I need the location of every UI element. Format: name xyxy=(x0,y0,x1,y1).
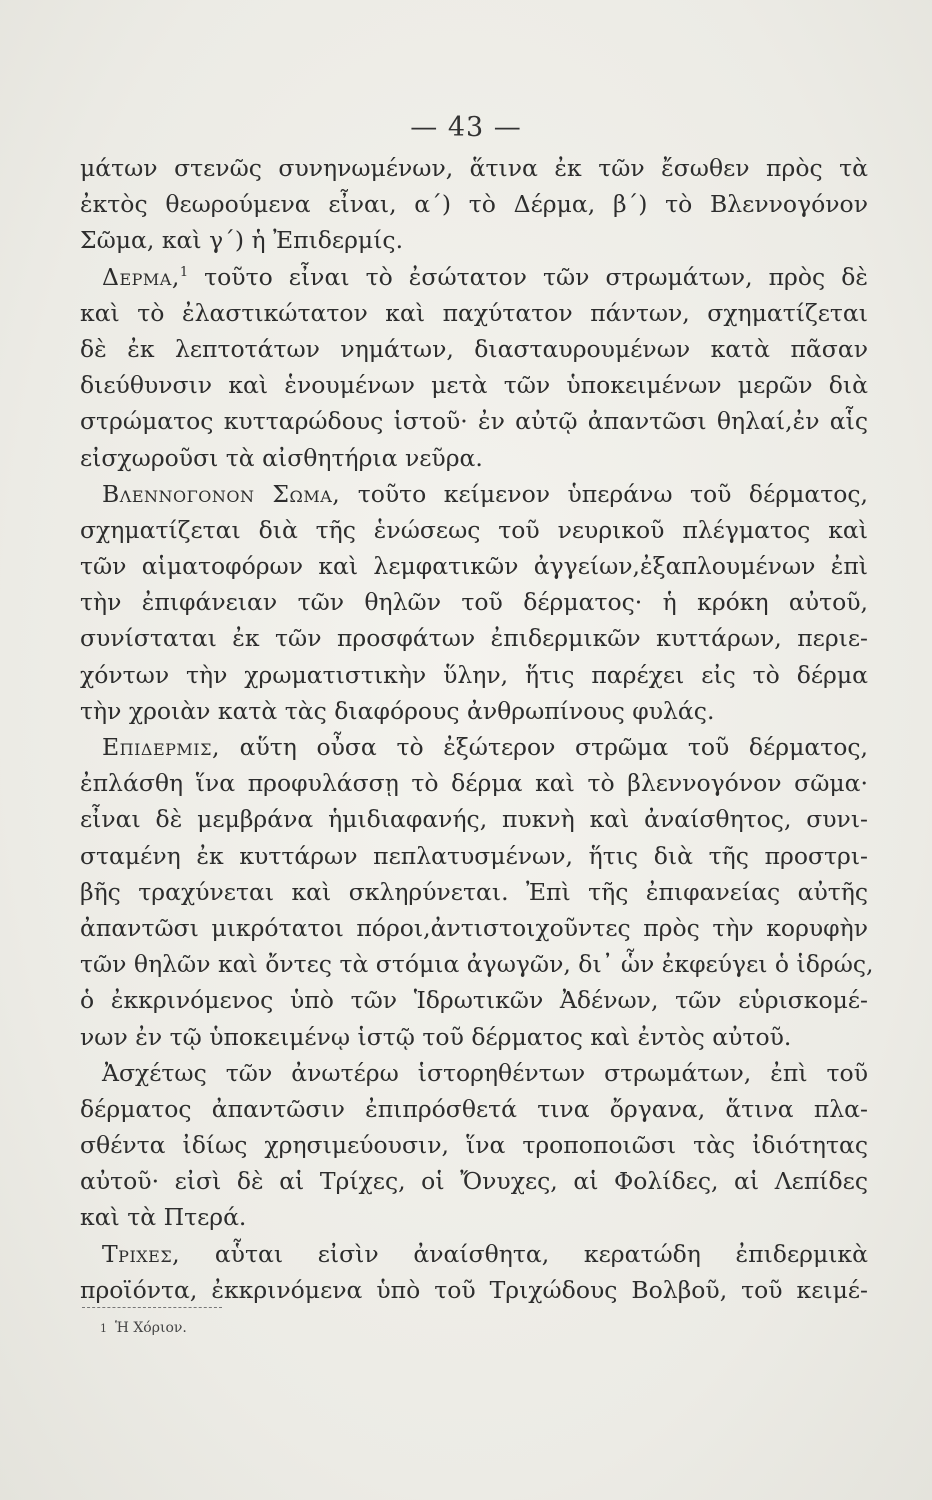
text-line xyxy=(80,259,868,295)
text-line xyxy=(80,765,868,801)
line-text: τὴν ἐπιφάνειαν τῶν θηλῶν τοῦ δέρματος· ἡ κρόκη αὐτοῦ, xyxy=(80,588,868,617)
text-line xyxy=(80,1163,868,1199)
text-line xyxy=(80,874,868,910)
text-line xyxy=(80,1236,868,1272)
text-line xyxy=(80,476,868,512)
text-line xyxy=(80,910,868,946)
line-text: σχηματίζεται διὰ τῆς ἑνώσεως τοῦ νευρικοῦ πλέγματος καὶ xyxy=(80,515,868,544)
text-line xyxy=(80,1127,868,1163)
text-line xyxy=(80,150,868,186)
section-heading: Τριχες, xyxy=(102,1239,181,1268)
line-text: Σῶμα, καὶ γ΄) ἡ Ἐπιδερμίς. xyxy=(80,226,404,255)
footnote-text: Ἡ Χόριον. xyxy=(115,1320,187,1336)
text-line xyxy=(80,801,868,837)
line-text: σθέντα ἰδίως χρησιμεύουσιν, ἵνα τροποποιῶσι τὰς ἰδιότητας xyxy=(80,1131,868,1160)
line-text: μάτων στενῶς συνηνωμένων, ἅτινα ἐκ τῶν ἔσωθεν πρὸς τὰ xyxy=(80,154,868,182)
line-text: καὶ τὰ Πτερά. xyxy=(80,1203,247,1232)
line-text: στρώματος κυτταρώδους ἱστοῦ· ἐν αὐτῷ ἀπαντῶσι θηλαί,ἐν αἷς xyxy=(80,407,868,436)
text-line xyxy=(80,982,868,1018)
footnote-mark: 1 xyxy=(100,1322,107,1335)
text-line xyxy=(80,548,868,584)
line-text: ἐπλάσθη ἵνα προφυλάσσῃ τὸ δέρμα καὶ τὸ βλεννογόνον σῶμα· xyxy=(80,769,868,798)
section-heading: Επιδερμις, xyxy=(102,733,220,761)
page-number: — 43 — xyxy=(410,112,522,143)
text-line xyxy=(80,1199,868,1235)
text-line xyxy=(80,186,868,222)
line-text: τῶν αἱματοφόρων καὶ λεμφατικῶν ἀγγείων,ἐξαπλουμένων ἐπὶ xyxy=(80,552,868,581)
text-line xyxy=(80,946,874,982)
text-line xyxy=(80,1272,868,1308)
line-text: εἶναι δὲ μεμβράνα ἡμιδιαφανής, πυκνὴ καὶ ἀναίσθητος, συνι- xyxy=(80,805,868,834)
text-line xyxy=(80,838,868,874)
line-text: συνίσταται ἐκ τῶν προσφάτων ἐπιδερμικῶν κυττάρων, περιε- xyxy=(80,624,868,653)
line-text: αὗται εἰσὶν ἀναίσθητα, κερατώδη ἐπιδερμικὰ xyxy=(180,1239,868,1268)
text-line xyxy=(80,1091,868,1127)
text-line xyxy=(80,440,868,476)
line-text: σταμένη ἐκ κυττάρων πεπλατυσμένων, ἥτις διὰ τῆς προστρι- xyxy=(80,841,868,870)
line-text: ἀπαντῶσι μικρότατοι πόροι,ἀντιστοιχοῦντες πρὸς τὴν κορυφὴν xyxy=(80,913,868,942)
line-text: διεύθυνσιν καὶ ἑνουμένων μετὰ τῶν ὑποκειμένων μερῶν διὰ xyxy=(80,371,868,400)
line-text: εἰσχωροῦσι τὰ αἰσθητήρια νεῦρα. xyxy=(80,443,483,472)
body-text xyxy=(80,150,874,1308)
line-text: χόντων τὴν χρωματιστικὴν ὕλην, ἥτις παρέχει εἰς τὸ δέρμα xyxy=(80,660,868,689)
line-text: δὲ ἐκ λεπτοτάτων νημάτων, διασταυρουμένων κατὰ πᾶσαν xyxy=(80,334,868,363)
text-line xyxy=(80,222,868,258)
line-text: τοῦτο εἶναι τὸ ἐσώτατον τῶν στρωμάτων, πρὸς δὲ xyxy=(188,262,868,291)
section-heading: Βλεννογονον Σωμα, xyxy=(102,479,341,508)
line-text: Ἀσχέτως τῶν ἀνωτέρω ἱστορηθέντων στρωμάτων, ἐπὶ τοῦ xyxy=(102,1058,868,1087)
text-line xyxy=(80,1019,868,1055)
section-heading: Δερμα, xyxy=(102,262,180,291)
text-line xyxy=(80,1055,868,1091)
line-text: νων ἐν τῷ ὑποκειμένῳ ἱστῷ τοῦ δέρματος καὶ ἐντὸς αὐτοῦ. xyxy=(80,1022,792,1051)
footnote xyxy=(100,1320,187,1336)
line-text: δέρματος ἀπαντῶσιν ἐπιπρόσθετά τινα ὄργανα, ἅτινα πλα- xyxy=(80,1094,868,1123)
line-text: καὶ τὸ ἐλαστικώτατον καὶ παχύτατον πάντων, σχηματίζεται xyxy=(80,298,868,327)
text-line xyxy=(80,584,868,620)
line-text: τοῦτο κείμενον ὑπεράνω τοῦ δέρματος, xyxy=(340,479,868,508)
line-text: τῶν θηλῶν καὶ ὄντες τὰ στόμια ἀγωγῶν, δι᾽ ὧν ἐκφεύγει ὁ ἱδρώς, xyxy=(80,950,874,979)
text-line xyxy=(80,512,868,548)
text-line xyxy=(80,657,868,693)
line-text: αὕτη οὖσα τὸ ἐξώτερον στρῶμα τοῦ δέρματος, xyxy=(219,733,868,761)
text-line xyxy=(80,693,868,729)
line-text: ὁ ἐκκρινόμενος ὑπὸ τῶν Ἱδρωτικῶν Ἀδένων, τῶν εὑρισκομέ- xyxy=(80,986,868,1015)
line-text: προϊόντα, ἐκκρινόμενα ὑπὸ τοῦ Τριχώδους Βολβοῦ, τοῦ κειμέ- xyxy=(80,1275,868,1304)
text-line xyxy=(80,729,868,765)
text-line xyxy=(80,620,868,656)
text-line xyxy=(80,295,868,331)
line-text: βῆς τραχύνεται καὶ σκληρύνεται. Ἐπὶ τῆς ἐπιφανείας αὐτῆς xyxy=(80,877,868,906)
footnote-divider xyxy=(82,1307,222,1308)
text-line xyxy=(80,331,868,367)
line-text: αὐτοῦ· εἰσὶ δὲ αἱ Τρίχες, οἱ Ὄνυχες, αἱ Φολίδες, αἱ Λεπίδες xyxy=(80,1167,868,1196)
line-text: ἐκτὸς θεωρούμενα εἶναι, α΄) τὸ Δέρμα, β΄) τὸ Βλεννογόνον xyxy=(80,190,868,219)
text-line xyxy=(80,367,868,403)
line-text: τὴν χροιὰν κατὰ τὰς διαφόρους ἀνθρωπίνους φυλάς. xyxy=(80,696,715,725)
footnote-reference: 1 xyxy=(179,264,189,280)
text-line xyxy=(80,403,868,439)
